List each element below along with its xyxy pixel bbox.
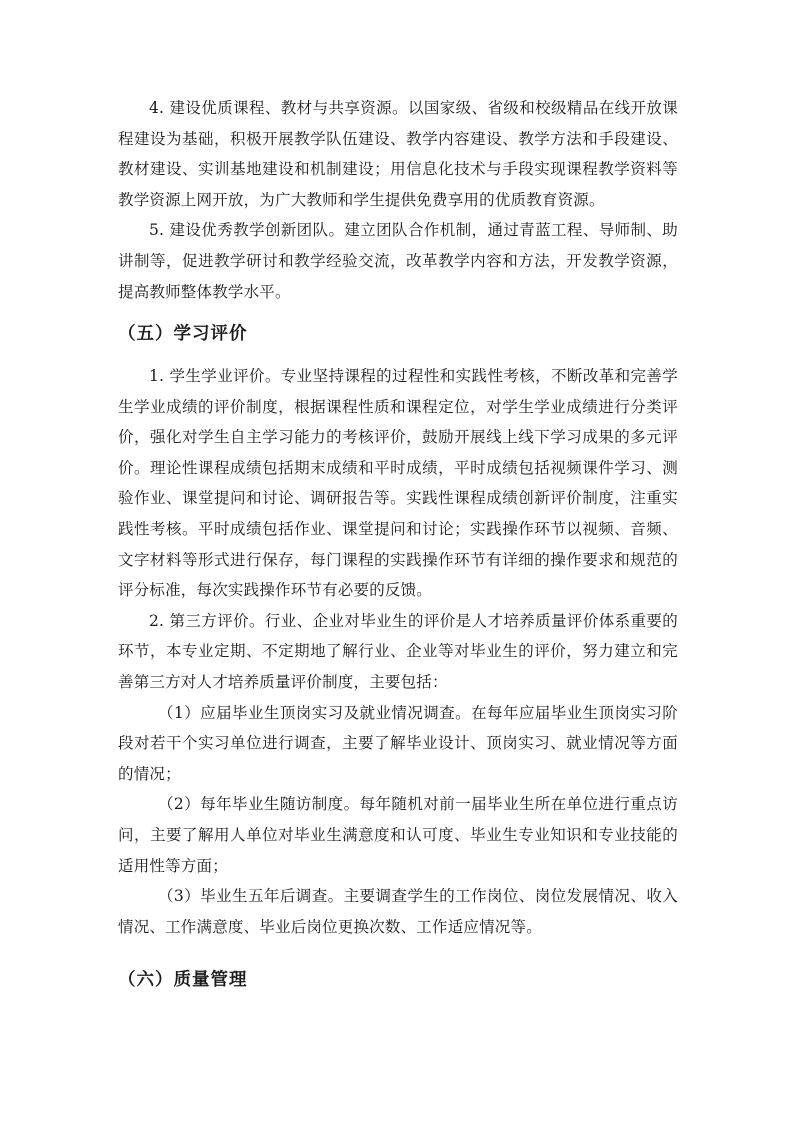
paragraph-student-evaluation: 1. 学生学业评价。专业坚持课程的过程性和实践性考核，不断改革和完善学生学业成绩的评价制度，根据课程性质和课程定位，对学生学业成绩进行分类评价，强化对学生自主学习能力的考核评价，鼓励开展线上线下学习成果的多元评价。理论性课程成绩包括期末成绩和平时成绩，平时成绩包括视频课件学习、测验作业、课堂提问和讨论、调研报告等。实践性课程成绩创新评价制度，注重实践性考核。平时成绩包括作业、课堂提问和讨论；实践操作环节以视频、音频、文字材料等形式进行保存，每门课程的实践操作环节有详细的操作要求和规范的评分标准，每次实践操作环节有必要的反馈。: [118, 367, 678, 600]
paragraph-sub-item-2: （2）每年毕业生随访制度。每年随机对前一届毕业生所在单位进行重点访问，主要了解用人单位对毕业生满意度和认可度、毕业生专业知识和专业技能的适用性等方面；: [118, 795, 678, 875]
paragraph-sub-item-3: （3）毕业生五年后调查。主要调查学生的工作岗位、岗位发展情况、收入情况、工作满意度、毕业后岗位更换次数、工作适应情况等。: [118, 887, 678, 936]
paragraph-sub-item-1: （1）应届毕业生顶岗实习及就业情况调查。在每年应届毕业生顶岗实习阶段对若干个实习单位进行调查，主要了解毕业设计、顶岗实习、就业情况等方面的情况；: [118, 703, 678, 783]
intro-block: [118, 93, 678, 307]
section-heading-learning-evaluation: （五）学习评价: [118, 324, 248, 344]
paragraph-item-4: 4. 建设优质课程、教材与共享资源。以国家级、省级和校级精品在线开放课程建设为基础，积极开展教学队伍建设、教学内容建设、教学方法和手段建设、教材建设、实训基地建设和机制建设；用信息化技术与手段实现课程教学资料等教学资源上网开放，为广大教师和学生提供免费享用的优质教育资源。: [118, 99, 678, 209]
section-heading-quality-management: （六）质量管理: [118, 970, 248, 990]
paragraph-item-5: 5. 建设优秀教学创新团队。建立团队合作机制，通过青蓝工程、导师制、助讲制等，促进教学研讨和教学经验交流，改革教学内容和方法，开发教学资源，提高教师整体教学水平。: [118, 221, 678, 301]
evaluation-block: [118, 361, 678, 942]
paragraph-third-party-evaluation: 2. 第三方评价。行业、企业对毕业生的评价是人才培养质量评价体系重要的环节，本专业定期、不定期地了解行业、企业等对毕业生的评价，努力建立和完善第三方对人才培养质量评价制度，主要包括：: [118, 611, 678, 691]
